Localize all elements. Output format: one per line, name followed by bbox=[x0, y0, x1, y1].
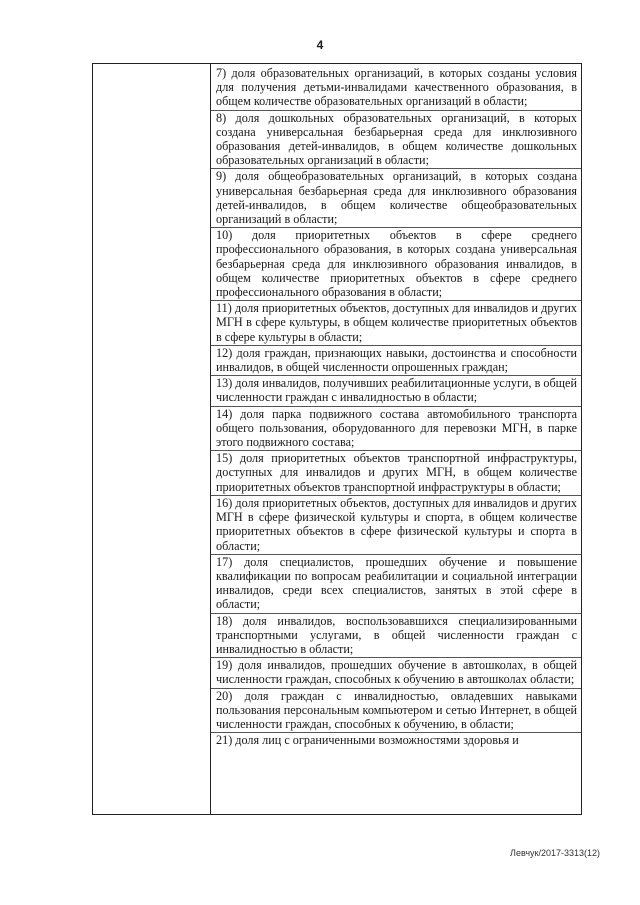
indicator-item-20: 20) доля граждан с инвалидностью, овладевших навыками пользования персональным компьютером и сетью Интернет, в общей численности граждан, способных к обучению, в области; bbox=[211, 689, 581, 734]
indicator-item-8: 8) доля дошкольных образовательных организаций, в которых создана универсальная безбарьерная среда для инклюзивного образования детей-инвалидов, в общем количестве дошкольных образовательных организаций в области; bbox=[211, 111, 581, 170]
indicator-item-7: 7) доля образовательных организаций, в которых созданы условия для получения детьми-инвалидами качественного образования, в общем количестве образовательных организаций в области; bbox=[211, 66, 581, 111]
indicator-item-11: 11) доля приоритетных объектов, доступных для инвалидов и других МГН в сфере культуры, в общем количестве приоритетных объектов в сфере культуры в области; bbox=[211, 301, 581, 346]
indicator-item-21: 21) доля лиц с ограниченными возможностями здоровья и bbox=[216, 733, 519, 748]
indicator-item-14: 14) доля парка подвижного состава автомобильного транспорта общего пользования, оборудованного для перевозки МГН, в парке этого подвижного состава; bbox=[211, 407, 581, 452]
indicator-item-10: 10) доля приоритетных объектов в сфере среднего профессионального образования, в которых создана универсальная безбарьерная среда для инклюзивного образования инвалидов, в общем количестве приоритетных объектов в сфере среднего профессионального образования в области; bbox=[211, 228, 581, 301]
indicator-list bbox=[211, 66, 581, 814]
indicator-item-19: 19) доля инвалидов, прошедших обучение в автошколах, в общей численности граждан, способных к обучению в автошколах области; bbox=[211, 658, 581, 688]
indicator-item-12: 12) доля граждан, признающих навыки, достоинства и способности инвалидов, в общей численности опрошенных граждан; bbox=[211, 346, 581, 376]
indicator-item-18: 18) доля инвалидов, воспользовавшихся специализированными транспортными услугами, в общей численности граждан с инвалидностью в области; bbox=[211, 614, 581, 659]
indicator-table bbox=[92, 63, 582, 815]
page-number: 4 bbox=[316, 38, 324, 52]
indicator-item-15: 15) доля приоритетных объектов транспортной инфраструктуры, доступных для инвалидов и других МГН, в общем количестве приоритетных объектов транспортной инфраструктуры в области; bbox=[211, 451, 581, 496]
document-code: Левчук/2017-3313(12) bbox=[510, 848, 600, 858]
indicator-item-13: 13) доля инвалидов, получивших реабилитационные услуги, в общей численности граждан с инвалидностью в области; bbox=[211, 376, 581, 406]
indicator-item-16: 16) доля приоритетных объектов, доступных для инвалидов и других МГН в сфере физической культуры и спорта, в общем количестве приоритетных объектов в сфере физической культуры и спорта в области; bbox=[211, 496, 581, 555]
indicator-item-9: 9) доля общеобразовательных организаций, в которых создана универсальная безбарьерная среда для инклюзивного образования детей-инвалидов, в общем количестве общеобразовательных организаций в области; bbox=[211, 169, 581, 228]
indicator-item-17: 17) доля специалистов, прошедших обучение и повышение квалификации по вопросам реабилитации и социальной интеграции инвалидов, среди всех специалистов, занятых в этой сфере в области; bbox=[211, 555, 581, 614]
